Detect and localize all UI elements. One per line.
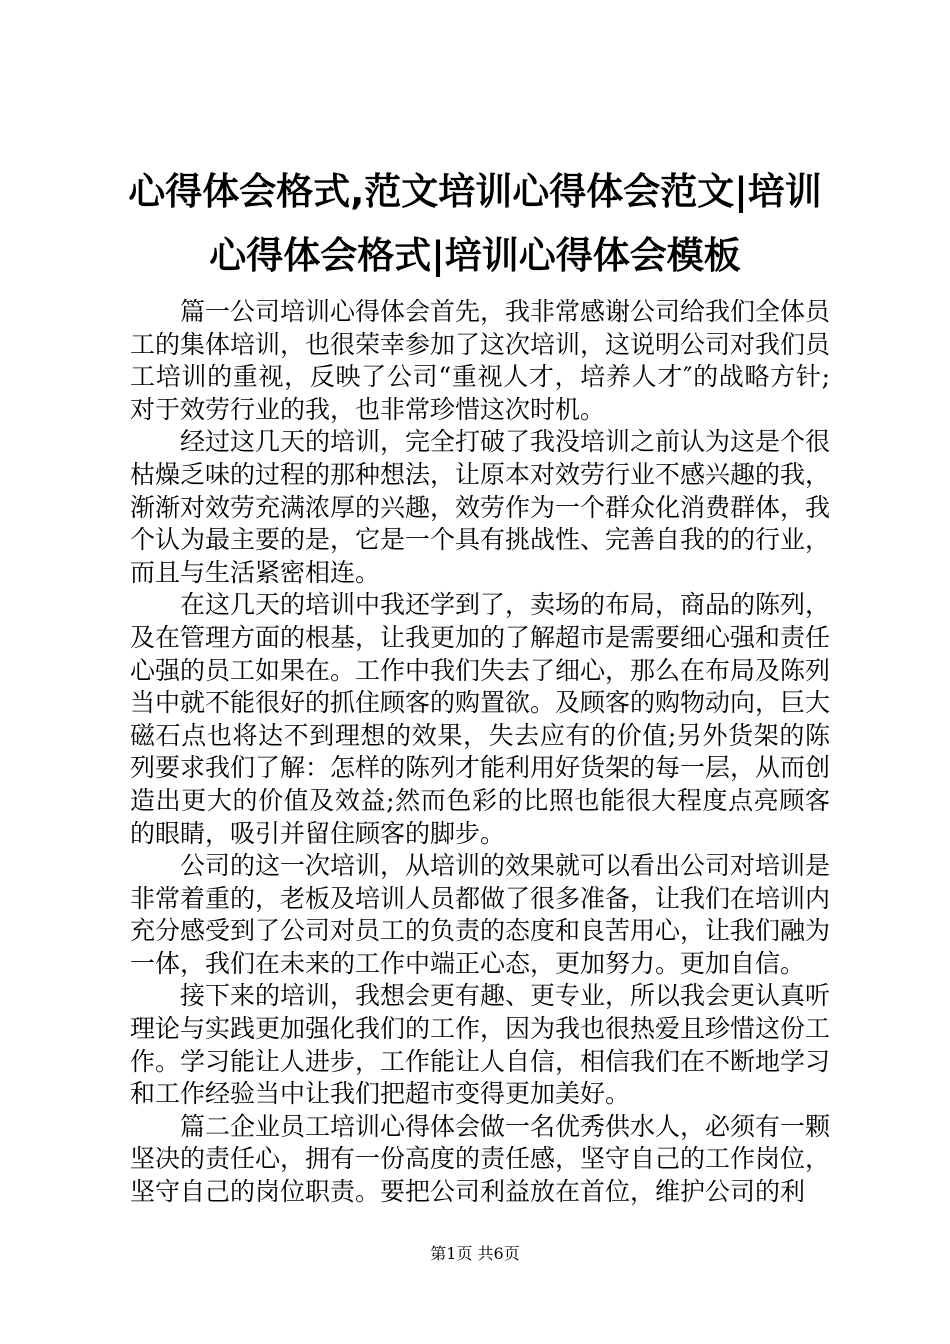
paragraph: 篇一公司培训心得体会首先，我非常感谢公司给我们全体员工的集体培训，也很荣幸参加了这次培训，这说明公司对我们员工培训的重视，反映了公司“重视人才，培养人才″的战略方针;对于效劳行业的我，也非常珍惜这次时机。 (130, 297, 831, 424)
page-footer (0, 1244, 950, 1264)
paragraph: 接下来的培训，我想会更有趣、更专业，所以我会更认真听理论与实践更加强化我们的工作，因为我也很热爱且珍惜这份工作。学习能让人进步，工作能让人自信，相信我们在不断地学习和工作经验当中让我们把超市变得更加美好。 (130, 981, 831, 1109)
paragraph: 篇二企业员工培训心得体会做一名优秀供水人，必须有一颗坚决的责任心，拥有一份高度的责任感，坚守自己的工作岗位，坚守自己的岗位职责。要把公司利益放在首位，维护公司的利 (130, 1111, 831, 1207)
paragraph: 在这几天的培训中我还学到了，卖场的布局，商品的陈列，及在管理方面的根基，让我更加的了解超市是需要细心强和责任心强的员工如果在。工作中我们失去了细心，那么在布局及陈列当中就不能很好的抓住顾客的购置欲。及顾客的购物动向，巨大磁石点也将达不到理想的效果，失去应有的价值;另外货架的陈列要求我们了解：怎样的陈列才能利用好货架的每一层，从而创造出更大的价值及效益;然而色彩的比照也能很大程度点亮顾客的眼睛，吸引并留住顾客的脚步。 (130, 590, 831, 848)
paragraph: 公司的这一次培训，从培训的效果就可以看出公司对培训是非常着重的，老板及培训人员都做了很多准备，让我们在培训内充分感受到了公司对员工的负责的态度和良苦用心，让我们融为一体，我们在未来的工作中端正心态，更加努力。更加自信。 (130, 851, 831, 978)
paragraph: 经过这几天的培训，完全打破了我没培训之前认为这是个很枯燥乏味的过程的那种想法，让原本对效劳行业不感兴趣的我，渐渐对效劳充满浓厚的兴趣，效劳作为一个群众化消费群体，我个认为最主要的是，它是一个具有挑战性、完善自我的的行业，而且与生活紧密相连。 (130, 427, 831, 587)
document-body (130, 296, 830, 1209)
document-title: 心得体会格式,范文培训心得体会范文|培训心得体会格式|培训心得体会模板 (128, 170, 822, 277)
page-number: 第1页 共6页 (430, 1244, 520, 1263)
